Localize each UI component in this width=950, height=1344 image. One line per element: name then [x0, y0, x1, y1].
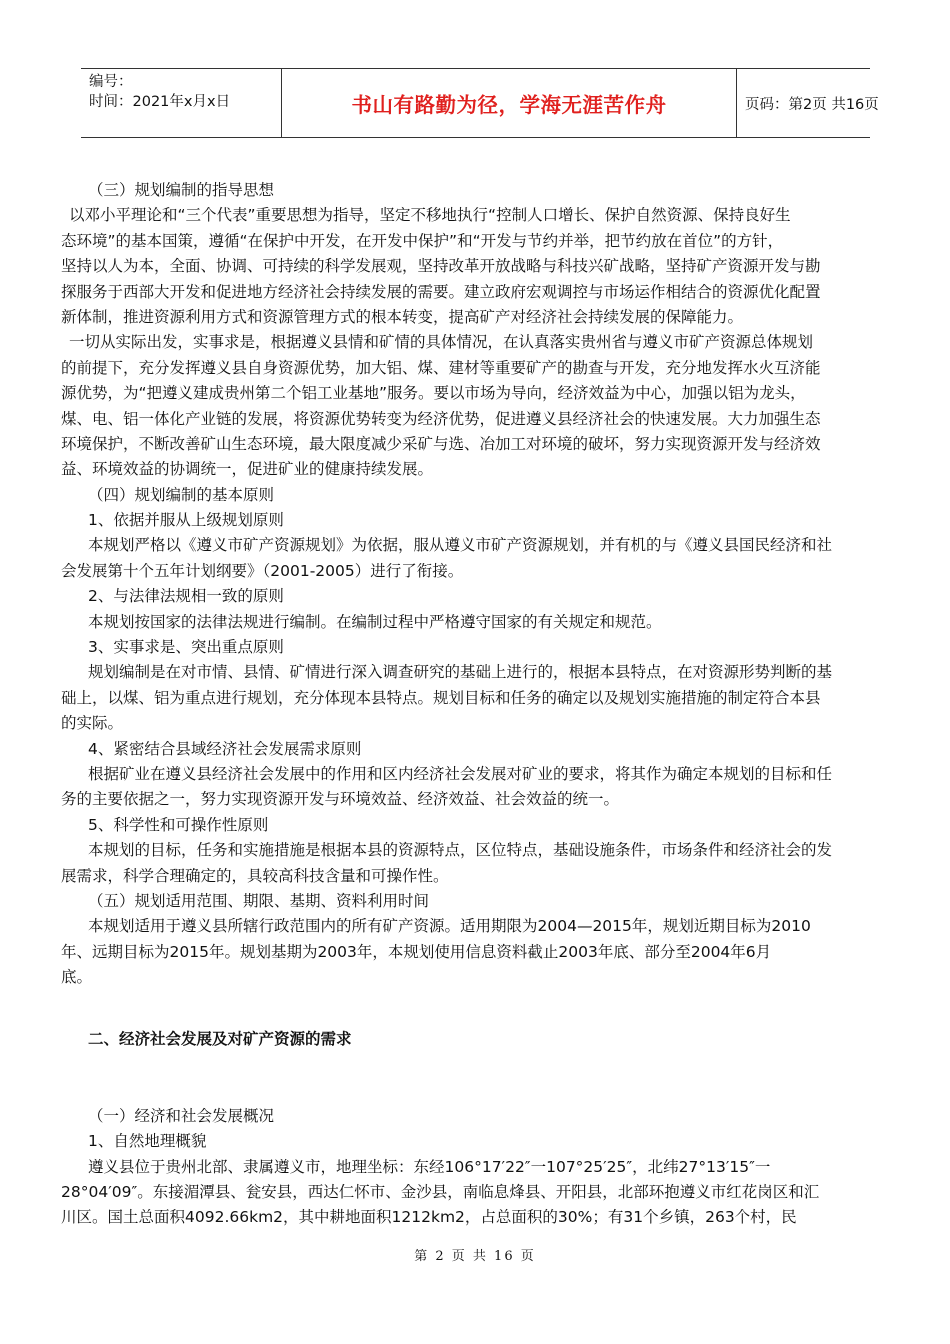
text-line: 态环境”的基本国策，遵循“在保护中开发，在开发中保护”和“开发与节约并举，把节约放在首位”的方针，: [61, 231, 784, 250]
text-line: 探服务于西部大开发和促进地方经济社会持续发展的需要。建立政府宏观调控与市场运作相结合的资源优化配置: [61, 282, 821, 301]
subheading-basic-principles: （四）规划编制的基本原则: [88, 485, 275, 504]
text-line: 根据矿业在遵义县经济社会发展中的作用和区内经济社会发展对矿业的要求，将其作为确定本规划的目标和任: [88, 764, 833, 783]
header-page-number: 页码：第2页 共16页: [745, 96, 879, 113]
document-body: [61, 178, 891, 1231]
text-line: 新体制，推进资源利用方式和资源管理方式的根本转变，提高矿产对经济社会持续发展的保障能力。: [61, 307, 744, 326]
page-footer: 第 2 页 共 16 页: [414, 1249, 536, 1264]
subheading-scope-period: （五）规划适用范围、期限、基期、资料利用时间: [88, 891, 430, 910]
principle-heading-5: 5、科学性和可操作性原则: [88, 815, 269, 834]
paragraph-principle-1: [61, 533, 891, 584]
text-line: 本规划的目标，任务和实施措施是根据本县的资源特点，区位特点，基础设施条件，市场条件和经济社会的发: [88, 841, 833, 860]
text-line: 年、远期目标为2015年。规划基期为2003年，本规划使用信息资料截止2003年底、部分至2004年6月: [61, 942, 772, 961]
text-line: 遵义县位于贵州北部、隶属遵义市，地理坐标：东经106°17′22″一107°25′25″，北纬27°13′15″一: [88, 1157, 771, 1176]
text-line: 环境保护，不断改善矿山生态环境，最大限度减少采矿与选、冶加工对环境的破坏，努力实现资源开发与经济效: [61, 434, 821, 453]
text-line: 会发展第十个五年计划纲要》（2001-2005）进行了衔接。: [61, 561, 464, 580]
principle-heading-3: 3、实事求是、突出重点原则: [88, 638, 284, 657]
principle-heading-1: 1、依据并服从上级规划原则: [88, 511, 284, 530]
text-line: 源优势，为“把遵义建成贵州第二个铝工业基地”服务。要以市场为导向，经济效益为中心，加强以铝为龙头，: [61, 384, 806, 403]
text-line: 的实际。: [61, 714, 124, 733]
text-line: 益、环境效益的协调统一，促进矿业的健康持续发展。: [61, 460, 434, 479]
text-line: 煤、电、铝一体化产业链的发展，将资源优势转变为经济优势，促进遵义县经济社会的快速发展。大力加强生态: [61, 409, 821, 428]
subheading-natural-geography: 1、自然地理概貌: [88, 1132, 207, 1151]
subheading-economy-overview: （一）经济和社会发展概况: [88, 1106, 275, 1125]
paragraph-principle-5: [61, 838, 891, 889]
document-number-label: 编号：: [89, 74, 133, 90]
text-line: 本规划严格以《遵义市矿产资源规划》为依据，服从遵义市矿产资源规划，并有机的与《遵义县国民经济和社: [88, 536, 833, 555]
document-time-label: 时间：2021年x月x日: [89, 94, 231, 110]
header-motto: 书山有路勤为径，学海无涯苦作舟: [351, 93, 667, 117]
paragraph-principle-3: [61, 660, 891, 736]
principle-heading-4: 4、紧密结合县域经济社会发展需求原则: [88, 739, 362, 758]
text-line: 28°04′09″。东接湄潭县、瓮安县，西达仁怀市、金沙县，南临息烽县、开阳县，北部环抱遵义市红花岗区和汇: [61, 1183, 820, 1202]
text-line: 的前提下，充分发挥遵义县自身资源优势，加大铝、煤、建材等重要矿产的勘查与开发，充分地发挥水火互济能: [61, 358, 821, 377]
subheading-guiding-ideology: （三）规划编制的指导思想: [88, 181, 275, 199]
page-header: [81, 68, 879, 138]
text-line: 一切从实际出发，实事求是，根据遵义县情和矿情的具体情况，在认真落实贵州省与遵义市矿产资源总体规划: [69, 333, 814, 352]
paragraph-principle-2: 本规划按国家的法律法规进行编制。在编制过程中严格遵守国家的有关规定和规范。: [88, 612, 662, 631]
text-line: 底。: [61, 968, 93, 987]
text-line: 川区。国土总面积4092.66km2，其中耕地面积1212km2，占总面积的30%；有31个乡镇，263个村，民: [61, 1208, 797, 1227]
principle-heading-2: 2、与法律法规相一致的原则: [88, 587, 284, 606]
text-line: 坚持以人为本，全面、协调、可持续的科学发展观，坚持改革开放战略与科技兴矿战略，坚持矿产资源开发与勘: [61, 257, 821, 276]
text-line: 础上，以煤、铝为重点进行规划，充分体现本县特点。规划目标和任务的确定以及规划实施措施的制定符合本县: [61, 688, 821, 707]
text-line: 以邓小平理论和“三个代表”重要思想为指导，坚定不移地执行“控制人口增长、保护自然资源、保持良好生: [69, 206, 791, 225]
text-line: 规划编制是在对市情、县情、矿情进行深入调查研究的基础上进行的，根据本县特点，在对资源形势判断的基: [88, 663, 833, 682]
paragraph-guiding-ideology: [61, 203, 891, 330]
text-line: 展需求，科学合理确定的，具较高科技含量和可操作性。: [61, 866, 449, 885]
section-heading-economy: 二、经济社会发展及对矿产资源的需求: [88, 1029, 352, 1048]
header-meta: [81, 69, 281, 137]
text-line: 务的主要依据之一，努力实现资源开发与环境效益、经济效益、社会效益的统一。: [61, 790, 620, 809]
text-line: 本规划适用于遵义县所辖行政范围内的所有矿产资源。适用期限为2004—2015年，规划近期目标为2010: [88, 917, 811, 936]
paragraph-natural-geography: [61, 1155, 891, 1231]
paragraph-practical: [61, 330, 891, 482]
header-motto-cell: [281, 69, 737, 137]
paragraph-principle-4: [61, 762, 891, 813]
paragraph-scope-period: [61, 914, 891, 990]
